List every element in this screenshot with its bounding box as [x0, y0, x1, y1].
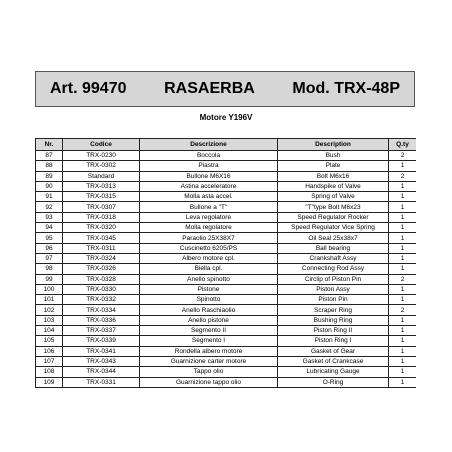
- cell-descrizione: Guarnizione tappo olio: [140, 377, 278, 387]
- cell-qty: 1: [389, 181, 417, 191]
- cell-description: Circlip of Piston Pin: [278, 274, 389, 284]
- table-row: [36, 377, 417, 387]
- cell-qty: 2: [389, 305, 417, 315]
- table-row: [36, 161, 417, 171]
- cell-qty: 1: [389, 346, 417, 356]
- cell-code: TRX-0307: [63, 202, 140, 212]
- table-row: [36, 346, 417, 356]
- cell-qty: 1: [389, 223, 417, 233]
- cell-description: "T"type Bolt M6x23: [278, 202, 389, 212]
- table-row: [36, 367, 417, 377]
- table-row: [36, 243, 417, 253]
- cell-descrizione: Cuscinetto 6205/PS: [140, 243, 278, 253]
- cell-descrizione: Molla asta accel.: [140, 192, 278, 202]
- cell-descrizione: Astina acceleratore: [140, 181, 278, 191]
- article-number: Art. 99470: [50, 80, 127, 97]
- cell-qty: 1: [389, 202, 417, 212]
- cell-nr: 89: [36, 171, 63, 181]
- table-header-row: [36, 139, 417, 151]
- cell-description: Connecting Rod Assy: [278, 264, 389, 274]
- cell-nr: 104: [36, 326, 63, 336]
- parts-table: [35, 138, 416, 388]
- cell-descrizione: Paraolio 25X38X7: [140, 233, 278, 243]
- cell-descrizione: Molla regolatore: [140, 223, 278, 233]
- cell-code: TRX-0331: [63, 377, 140, 387]
- cell-qty: 1: [389, 264, 417, 274]
- cell-description: Speed Regulator Vice Spring: [278, 223, 389, 233]
- cell-description: Scraper Ring: [278, 305, 389, 315]
- table-row: [36, 233, 417, 243]
- table-row: [36, 223, 417, 233]
- cell-code: TRX-0326: [63, 264, 140, 274]
- cell-code: TRX-0344: [63, 367, 140, 377]
- cell-qty: 1: [389, 284, 417, 294]
- cell-code: TRX-0318: [63, 212, 140, 222]
- cell-description: Plate: [278, 161, 389, 171]
- cell-description: Gasket of Crankcase: [278, 356, 389, 366]
- cell-code: TRX-0311: [63, 243, 140, 253]
- cell-description: Piston Ring II: [278, 326, 389, 336]
- cell-descrizione: Albero motore cpl.: [140, 253, 278, 263]
- column-header-codice: Codice: [63, 139, 140, 151]
- cell-descrizione: Biella cpl.: [140, 264, 278, 274]
- cell-qty: 2: [389, 171, 417, 181]
- table-row: [36, 305, 417, 315]
- cell-description: Handspike of Valve: [278, 181, 389, 191]
- cell-descrizione: Piastra: [140, 161, 278, 171]
- cell-description: Piston Pin: [278, 295, 389, 305]
- cell-description: Crankshaft Assy: [278, 253, 389, 263]
- cell-qty: 1: [389, 356, 417, 366]
- cell-nr: 96: [36, 243, 63, 253]
- cell-qty: 1: [389, 233, 417, 243]
- cell-description: Piston Assy: [278, 284, 389, 294]
- cell-description: Oil Seal 25x38x7: [278, 233, 389, 243]
- table-row: [36, 202, 417, 212]
- cell-nr: 88: [36, 161, 63, 171]
- cell-code: TRX-0337: [63, 326, 140, 336]
- cell-descrizione: Boccola: [140, 151, 278, 161]
- cell-qty: 1: [389, 253, 417, 263]
- document-header: [35, 71, 415, 107]
- cell-nr: 109: [36, 377, 63, 387]
- table-row: [36, 212, 417, 222]
- cell-nr: 102: [36, 305, 63, 315]
- cell-description: Bolt M6x16: [278, 171, 389, 181]
- cell-code: TRX-0332: [63, 295, 140, 305]
- table-row: [36, 264, 417, 274]
- cell-nr: 94: [36, 223, 63, 233]
- table-row: [36, 274, 417, 284]
- cell-descrizione: Tappo olio: [140, 367, 278, 377]
- cell-code: Standard: [63, 171, 140, 181]
- column-header-description: Description: [278, 139, 389, 151]
- table-row: [36, 326, 417, 336]
- cell-descrizione: Segmento I: [140, 336, 278, 346]
- cell-descrizione: Segmento II: [140, 326, 278, 336]
- parts-table-body: [36, 151, 417, 388]
- cell-code: TRX-0345: [63, 233, 140, 243]
- cell-qty: 1: [389, 295, 417, 305]
- table-row: [36, 315, 417, 325]
- cell-nr: 98: [36, 264, 63, 274]
- cell-code: TRX-0339: [63, 336, 140, 346]
- cell-nr: 92: [36, 202, 63, 212]
- cell-code: TRX-0324: [63, 253, 140, 263]
- cell-descrizione: Anello spinotto: [140, 274, 278, 284]
- cell-nr: 97: [36, 253, 63, 263]
- cell-code: TRX-0320: [63, 223, 140, 233]
- table-row: [36, 181, 417, 191]
- cell-qty: 1: [389, 192, 417, 202]
- cell-descrizione: Pistone: [140, 284, 278, 294]
- cell-nr: 93: [36, 212, 63, 222]
- model-number: Mod. TRX-48P: [292, 80, 400, 97]
- cell-code: TRX-0230: [63, 151, 140, 161]
- cell-nr: 95: [36, 233, 63, 243]
- cell-nr: 87: [36, 151, 63, 161]
- cell-nr: 106: [36, 346, 63, 356]
- cell-nr: 100: [36, 284, 63, 294]
- cell-qty: 1: [389, 243, 417, 253]
- cell-nr: 107: [36, 356, 63, 366]
- cell-code: TRX-0302: [63, 161, 140, 171]
- table-row: [36, 192, 417, 202]
- cell-code: TRX-0313: [63, 181, 140, 191]
- column-header-descrizione: Descrizione: [140, 139, 278, 151]
- cell-descrizione: Bullone M6X16: [140, 171, 278, 181]
- cell-descrizione: Leva regolatore: [140, 212, 278, 222]
- cell-code: TRX-0343: [63, 356, 140, 366]
- cell-code: TRX-0330: [63, 284, 140, 294]
- table-row: [36, 356, 417, 366]
- cell-nr: 105: [36, 336, 63, 346]
- cell-qty: 1: [389, 367, 417, 377]
- table-row: [36, 151, 417, 161]
- cell-description: Spring of Valve: [278, 192, 389, 202]
- cell-description: O-Ring: [278, 377, 389, 387]
- cell-descrizione: Guarnizione carter motore: [140, 356, 278, 366]
- cell-description: Speed Regulator Rocker: [278, 212, 389, 222]
- cell-qty: 1: [389, 212, 417, 222]
- cell-descrizione: Bullone a "T": [140, 202, 278, 212]
- cell-code: TRX-0315: [63, 192, 140, 202]
- cell-nr: 90: [36, 181, 63, 191]
- cell-descrizione: Anello pistone: [140, 315, 278, 325]
- engine-subtitle: Motore Y196V: [199, 113, 253, 122]
- column-header-nr: Nr.: [36, 139, 63, 151]
- cell-qty: 2: [389, 151, 417, 161]
- cell-qty: 1: [389, 326, 417, 336]
- cell-code: TRX-0341: [63, 346, 140, 356]
- cell-descrizione: Anello Raschiaolio: [140, 305, 278, 315]
- column-header-qty: Q.ty: [389, 139, 417, 151]
- cell-qty: 2: [389, 274, 417, 284]
- cell-qty: 1: [389, 336, 417, 346]
- cell-description: Gasket of Gear: [278, 346, 389, 356]
- cell-code: TRX-0336: [63, 315, 140, 325]
- cell-nr: 108: [36, 367, 63, 377]
- cell-descrizione: Rondella albero motore: [140, 346, 278, 356]
- cell-code: TRX-0328: [63, 274, 140, 284]
- cell-nr: 101: [36, 295, 63, 305]
- cell-description: Ball bearing: [278, 243, 389, 253]
- cell-code: TRX-0334: [63, 305, 140, 315]
- table-row: [36, 295, 417, 305]
- cell-qty: 1: [389, 161, 417, 171]
- cell-qty: 1: [389, 377, 417, 387]
- parts-table-wrapper: [35, 138, 416, 438]
- table-row: [36, 253, 417, 263]
- cell-nr: 99: [36, 274, 63, 284]
- cell-description: Piston Ring I: [278, 336, 389, 346]
- cell-descrizione: Spinotto: [140, 295, 278, 305]
- product-name: RASAERBA: [164, 80, 255, 97]
- cell-nr: 91: [36, 192, 63, 202]
- cell-description: Bush: [278, 151, 389, 161]
- table-row: [36, 284, 417, 294]
- cell-qty: 1: [389, 315, 417, 325]
- table-row: [36, 336, 417, 346]
- cell-description: Lubricating Gauge: [278, 367, 389, 377]
- cell-description: Bushing Ring: [278, 315, 389, 325]
- cell-nr: 103: [36, 315, 63, 325]
- table-row: [36, 171, 417, 181]
